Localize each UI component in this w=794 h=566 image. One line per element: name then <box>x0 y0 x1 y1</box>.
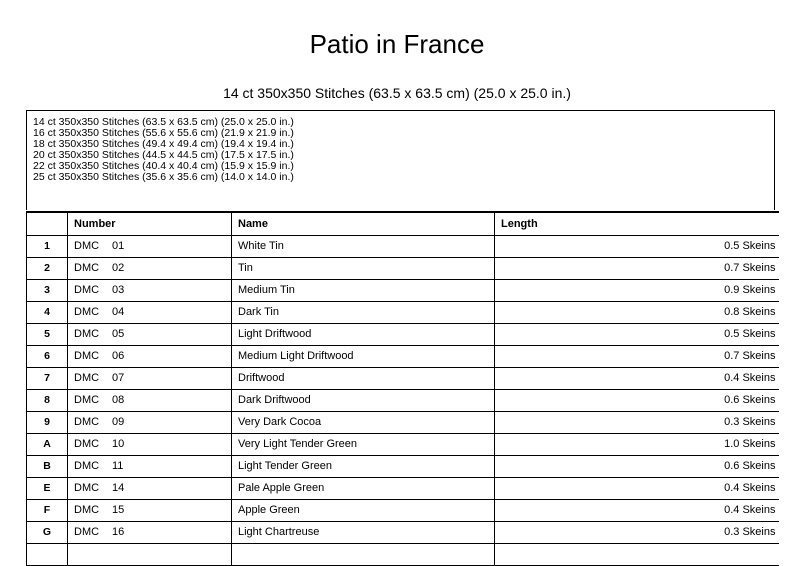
row-brand: DMC <box>74 284 100 296</box>
table-row <box>27 522 779 544</box>
row-name: Pale Apple Green <box>232 478 495 500</box>
row-code: 05 <box>112 328 125 340</box>
row-name: Light Tender Green <box>232 456 495 478</box>
row-length: 1.0 Skeins <box>495 434 779 456</box>
row-code: 04 <box>112 306 125 318</box>
row-name: Very Dark Cocoa <box>232 412 495 434</box>
page-subtitle: 14 ct 350x350 Stitches (63.5 x 63.5 cm) (25.0 x 25.0 in.) <box>223 85 571 101</box>
table-row <box>27 258 779 280</box>
fabric-size-line: 18 ct 350x350 Stitches (49.4 x 49.4 cm) (19.4 x 19.4 in.) <box>33 138 294 150</box>
row-length: 0.5 Skeins <box>495 236 779 258</box>
row-length: 0.8 Skeins <box>495 302 779 324</box>
table-row <box>27 302 779 324</box>
row-symbol: B <box>27 456 68 478</box>
row-number <box>68 434 232 456</box>
row-brand: DMC <box>74 504 100 516</box>
row-code: 09 <box>112 416 125 428</box>
row-code: 06 <box>112 350 125 362</box>
table-row <box>27 434 779 456</box>
row-length: 0.4 Skeins <box>495 478 779 500</box>
row-number <box>68 258 232 280</box>
row-brand: DMC <box>74 460 100 472</box>
table-row <box>27 478 779 500</box>
header-symbol <box>27 212 68 236</box>
row-code: 02 <box>112 262 125 274</box>
row-number <box>68 368 232 390</box>
row-name: Tin <box>232 258 495 280</box>
row-code: 11 <box>112 460 124 472</box>
row-length: 0.4 Skeins <box>495 500 779 522</box>
row-symbol: E <box>27 478 68 500</box>
table-row <box>27 456 779 478</box>
row-code: 08 <box>112 394 125 406</box>
row-length: 0.9 Skeins <box>495 280 779 302</box>
fabric-size-line: 22 ct 350x350 Stitches (40.4 x 40.4 cm) (15.9 x 15.9 in.) <box>33 160 294 172</box>
row-length: 0.7 Skeins <box>495 346 779 368</box>
row-brand: DMC <box>74 438 100 450</box>
row-number <box>68 280 232 302</box>
row-number <box>68 456 232 478</box>
row-symbol: 6 <box>27 346 68 368</box>
row-number <box>68 522 232 544</box>
row-number <box>68 500 232 522</box>
row-name: Dark Driftwood <box>232 390 495 412</box>
row-length: 0.6 Skeins <box>495 390 779 412</box>
row-number <box>68 478 232 500</box>
row-code: 15 <box>112 504 125 516</box>
row-number <box>68 412 232 434</box>
table-row <box>27 346 779 368</box>
row-code: 14 <box>112 482 125 494</box>
row-length: 0.3 Skeins <box>495 522 779 544</box>
row-brand: DMC <box>74 526 100 538</box>
table-header-row <box>27 212 779 236</box>
row-code: 07 <box>112 372 125 384</box>
row-brand: DMC <box>74 482 100 494</box>
row-brand: DMC <box>74 262 100 274</box>
header-name: Name <box>232 212 495 236</box>
fabric-size-line: 25 ct 350x350 Stitches (35.6 x 35.6 cm) (14.0 x 14.0 in.) <box>33 171 294 183</box>
row-length: 0.7 Skeins <box>495 258 779 280</box>
row-brand: DMC <box>74 416 100 428</box>
row-code: 03 <box>112 284 125 296</box>
floss-table <box>26 211 779 566</box>
row-brand: DMC <box>74 372 100 384</box>
row-name: Medium Tin <box>232 280 495 302</box>
row-symbol: 1 <box>27 236 68 258</box>
table-row <box>27 324 779 346</box>
row-name: Driftwood <box>232 368 495 390</box>
table-row <box>27 280 779 302</box>
table-row <box>27 412 779 434</box>
header-number: Number <box>68 212 232 236</box>
row-symbol: 7 <box>27 368 68 390</box>
row-name: Light Driftwood <box>232 324 495 346</box>
row-brand: DMC <box>74 306 100 318</box>
row-brand: DMC <box>74 394 100 406</box>
row-name: Medium Light Driftwood <box>232 346 495 368</box>
row-symbol: G <box>27 522 68 544</box>
row-length: 0.5 Skeins <box>495 324 779 346</box>
header-length: Length <box>495 212 779 236</box>
row-code: 10 <box>112 438 125 450</box>
row-symbol: F <box>27 500 68 522</box>
table-row <box>27 500 779 522</box>
row-name: White Tin <box>232 236 495 258</box>
fabric-size-line: 14 ct 350x350 Stitches (63.5 x 63.5 cm) (25.0 x 25.0 in.) <box>33 116 294 128</box>
row-brand: DMC <box>74 328 100 340</box>
row-name: Apple Green <box>232 500 495 522</box>
row-length: 0.6 Skeins <box>495 456 779 478</box>
table-body <box>27 236 779 566</box>
row-number <box>68 302 232 324</box>
row-symbol: A <box>27 434 68 456</box>
row-number <box>68 346 232 368</box>
row-length: 0.3 Skeins <box>495 412 779 434</box>
table-row <box>27 236 779 258</box>
fabric-size-list <box>26 110 775 210</box>
row-brand: DMC <box>74 240 100 252</box>
row-code: 01 <box>112 240 125 252</box>
row-symbol: 4 <box>27 302 68 324</box>
row-symbol: 3 <box>27 280 68 302</box>
row-name: Light Chartreuse <box>232 522 495 544</box>
row-symbol: 9 <box>27 412 68 434</box>
row-symbol: 2 <box>27 258 68 280</box>
fabric-size-line: 20 ct 350x350 Stitches (44.5 x 44.5 cm) (17.5 x 17.5 in.) <box>33 149 294 161</box>
row-length: 0.4 Skeins <box>495 368 779 390</box>
row-code: 16 <box>112 526 125 538</box>
table-row <box>27 390 779 412</box>
row-name: Dark Tin <box>232 302 495 324</box>
table-row <box>27 368 779 390</box>
row-symbol: 8 <box>27 390 68 412</box>
row-number <box>68 236 232 258</box>
row-name: Very Light Tender Green <box>232 434 495 456</box>
fabric-size-line: 16 ct 350x350 Stitches (55.6 x 55.6 cm) (21.9 x 21.9 in.) <box>33 127 294 139</box>
row-number <box>68 390 232 412</box>
row-symbol: 5 <box>27 324 68 346</box>
page-title: Patio in France <box>309 29 485 59</box>
row-number <box>68 324 232 346</box>
row-brand: DMC <box>74 350 100 362</box>
